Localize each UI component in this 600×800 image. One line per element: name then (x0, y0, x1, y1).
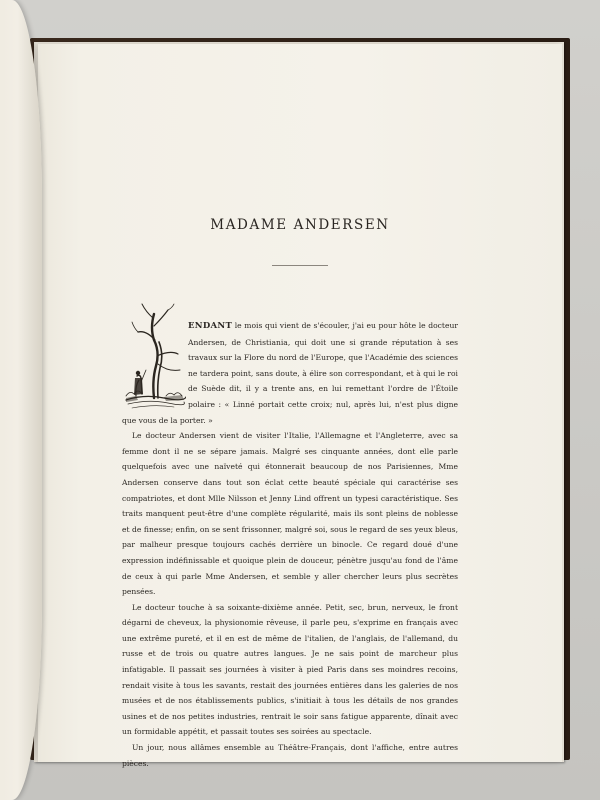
illustration-space (122, 318, 188, 410)
left-page-curl (0, 0, 42, 800)
paragraph-2: Le docteur Andersen vient de visiter l'Italie, l'Allemagne et l'Angleterre, avec sa femme dont il ne se sépare jamais. Malgré ses cinquante années, dont elle parle quelquefois avec une naïveté qui étonnerait beaucoup de nos Parisiennes, Mme Andersen conserve dans tout son éclat cette beauté spéciale qui caractérise ses compatriotes, et dont Mlle Nilsson et Jenny Lind offrent un typesi caractéristique. Ses traits manquent peut-être d'une complète régularité, mais ils sont pleins de noblesse et de finesse; enfin, on se sent frissonner, malgré soi, sous le regard de ses yeux bleus, par malheur presque toujours cachés derrière un binocle. Ce regard doué d'une expression indéfinissable et quoique plein de douceur, pénètre jusqu'au fond de l'âme de ceux à qui parle Mme Andersen, et semble y aller chercher leurs plus secrètes pensées. (122, 431, 458, 597)
drop-cap: ENDANT (188, 321, 233, 331)
article-body (122, 318, 458, 771)
chapter-title: MADAME ANDERSEN (210, 217, 390, 233)
paragraph-1-text: le mois qui vient de s'écouler, j'ai eu pour hôte le docteur Andersen, de Christiania, qui doit une si grande réputation à ses travaux sur la Flore du nord de l'Europe, que l'Académie des sciences ne tardera point, sans doute, à élire son correspondant, et à qui le roi de Suède dit, il y a trente ans, en lui remettant l'ordre de l'Étoile polaire : « Linné portait cette croix; nul, après lui, n'est plus digne que vous de la porter. » (122, 321, 458, 425)
title-divider (272, 265, 328, 266)
paragraph-3: Le docteur touche à sa soixante-dixième année. Petit, sec, brun, nerveux, le front dégarni de cheveux, la physionomie rêveuse, il parle peu, s'exprime en français avec une extrême pureté, et il en est de même de l'italien, de l'anglais, de l'allemand, du russe et de trois ou quatre autres langues. Je ne sais point de marcheur plus infatigable. Il passait ses journées à visiter à pied Paris dans ses moindres recoins, rendait visite à tous les savants, restait des journées entières dans les galeries de nos musées et de nos établissements publics, s'initiait à tous les détails de nos grandes usines et de nos petites industries, rentrait le soir sans fatigue apparente, dînait avec un formidable appétit, et passait toutes ses soirées au spectacle. (122, 602, 458, 737)
paragraph-4: Un jour, nous allâmes ensemble au Théâtre-Français, dont l'affiche, entre autres pièces. (122, 743, 458, 768)
paragraph-1 (122, 318, 458, 428)
